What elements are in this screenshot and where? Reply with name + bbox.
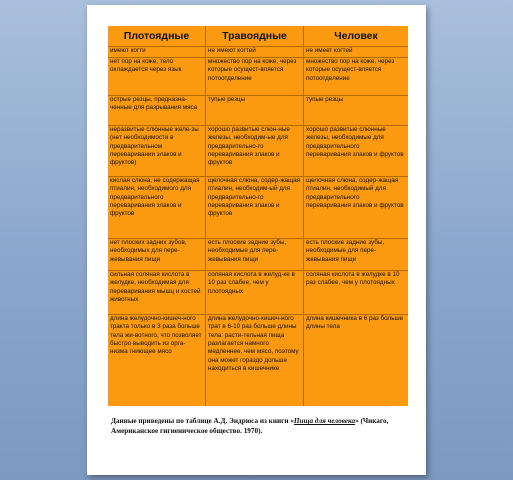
table-cell: щелочная слюна, содер-жащая птиалин, необходим-ый для предварительно-го переваривания злаков и фруктов <box>206 177 304 239</box>
table-cell: есть плоские задние зубы, необходимые для пере-жевывания пищи <box>304 239 408 271</box>
table-cell: хорошо развитые слюнные железы, необходимые для предварительного переваривания злаков и фруктов <box>304 126 408 177</box>
diet-comparison-table <box>108 26 408 406</box>
table-cell: кислая слюна, не содержащая птиалин, необходимого для предварительного переваривания злаков и фруктов <box>108 177 206 239</box>
table-cell: имеют когти <box>108 47 206 58</box>
table-row <box>108 271 408 315</box>
table-cell: нет пор на коже, тело охлаждается через язык <box>108 58 206 96</box>
caption-book-title: Пища для человека <box>293 417 356 425</box>
table-cell: тупые резцы <box>206 96 304 126</box>
table-row <box>108 47 408 58</box>
table-cell: длина желудочно-кишеч-ного тракта только в 3 раза больше тела жи-вотного, что позволяет быстро выводить из орга-низма гниющее мясо <box>108 315 206 406</box>
table-cell: есть плоские задние зубы, необходимые для пере-жевывания пищи <box>206 239 304 271</box>
table-cell: хорошо развитые слюн-ные железы, необходим-ые для предварительно-го переваривания злаков и фруктов <box>206 126 304 177</box>
header-herbivores: Травоядные <box>206 26 304 47</box>
header-human: Человек <box>304 26 408 47</box>
source-caption <box>111 417 405 436</box>
caption-prefix: Данные приведены по таблице А.Д. Эндрюса из книги « <box>111 417 294 425</box>
table-row <box>108 96 408 126</box>
table-cell: длина желудочно-кишеч-ного трат в 6-10 раз больше длины тела: расти-тельная пища разлагается намного медленнее, чем мясо, поэтому она может гораздо дольше находиться в кишечнике <box>206 315 304 406</box>
table-row <box>108 177 408 239</box>
table-cell: щелочная слюна, содер-жащая птиалин, необходимый для предварительного переваривания злаков и фруктов <box>304 177 408 239</box>
table-row <box>108 126 408 177</box>
table-cell: длина кишечника в 6 раз больше длины тела <box>304 315 408 406</box>
table-cell: не имеет когтей <box>304 47 408 58</box>
table-row <box>108 58 408 96</box>
table-cell: соляная кислота в желудке в 10 раз слабее, чем у плотоядных <box>304 271 408 315</box>
table-cell: соляная кислота в желуд-ке в 10 раз слабее, чем у плотоядных <box>206 271 304 315</box>
table-cell: множество пор на коже, через которые осущест-вляется потоотделение <box>206 58 304 96</box>
comparison-table-sheet <box>108 26 408 406</box>
caption-suffix: » (Чикаго, Американское гигиеническое общество. 1970). <box>111 417 389 435</box>
header-carnivores: Плотоядные <box>108 26 206 47</box>
table-cell: нет плоских задних зубов, необходимых для пере-жевывания пищи <box>108 239 206 271</box>
table-row <box>108 239 408 271</box>
header-row <box>108 26 408 47</box>
table-cell: сильная соляная кислота в желудке, необходимая для переваривания мышц и костей животных <box>108 271 206 315</box>
table-cell: множество пор на коже, через которые осущест-вляется потоотделение <box>304 58 408 96</box>
table-cell: острые резцы, предназна-ченные для разрывания мяса <box>108 96 206 126</box>
table-row <box>108 315 408 406</box>
table-cell: не имеют когтей <box>206 47 304 58</box>
table-cell: тупые резцы <box>304 96 408 126</box>
table-cell: неразвитые слюнные желе-зы (нет необходимости в предварительном переваривании злаков и фруктов) <box>108 126 206 177</box>
